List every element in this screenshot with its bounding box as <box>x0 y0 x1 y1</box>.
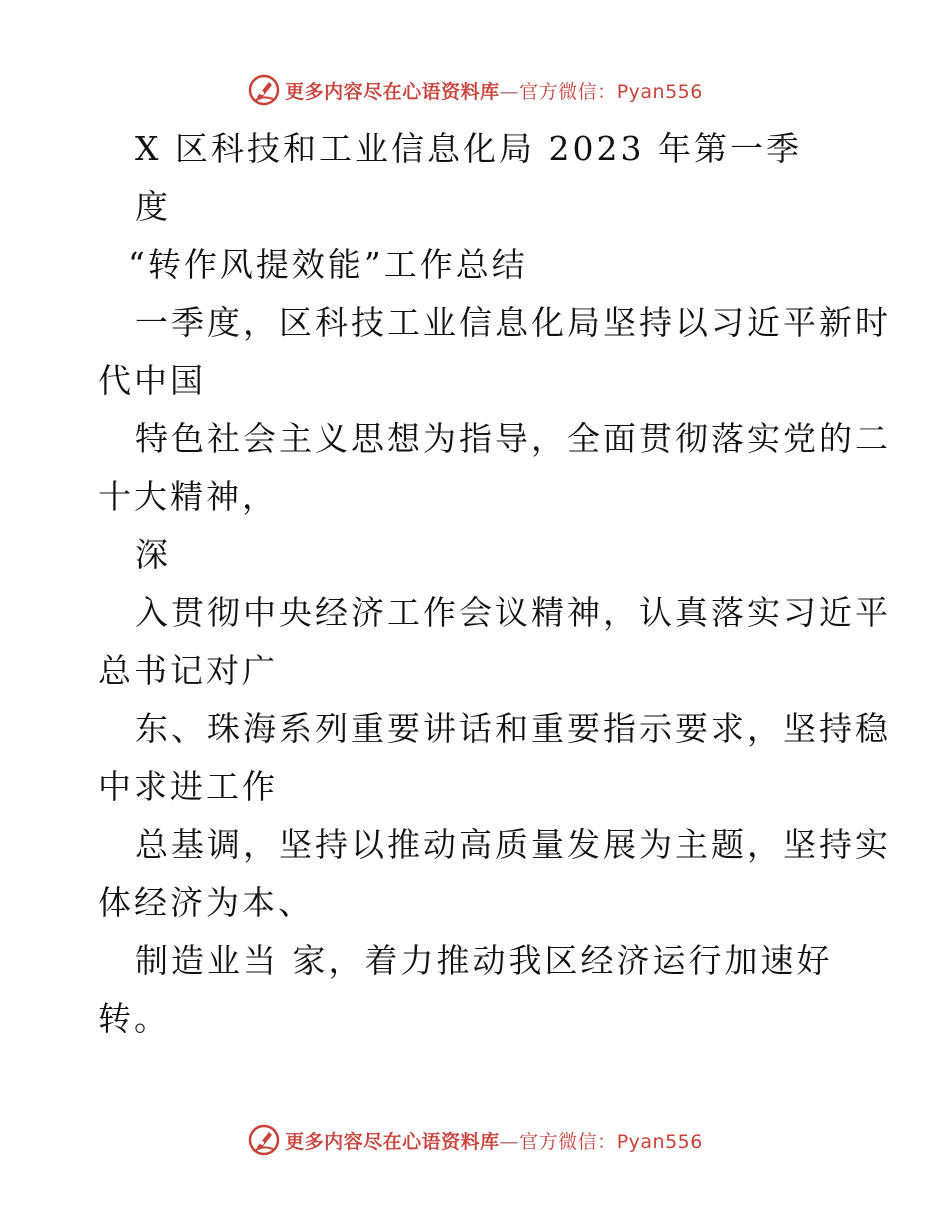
doc-line: 深 <box>135 535 171 574</box>
document-body <box>98 120 891 1048</box>
footer-watermark <box>0 1120 950 1160</box>
doc-line: 特色社会主义思想为指导，全面贯彻落实党的二 <box>135 419 891 458</box>
doc-line: 一季度，区科技工业信息化局坚持以习近平新时 <box>135 303 891 342</box>
doc-line: 代中国 <box>98 361 206 400</box>
watermark-id: Pyan556 <box>616 80 703 103</box>
watermark-main: 更多内容尽在心语资料库 <box>285 1130 500 1153</box>
doc-line: 总书记对广 <box>98 651 278 690</box>
doc-line: 东、珠海系列重要讲话和重要指示要求，坚持稳 <box>135 709 891 748</box>
watermark-text <box>285 1127 703 1154</box>
watermark-separator: — <box>499 80 520 103</box>
watermark-main: 更多内容尽在心语资料库 <box>285 80 500 103</box>
doc-line: 转。 <box>98 999 170 1038</box>
doc-line: 体经济为本、 <box>98 883 314 922</box>
watermark-label: 官方微信： <box>519 1130 617 1153</box>
watermark-separator: — <box>499 1130 520 1153</box>
header-watermark <box>0 70 950 110</box>
doc-line: 制造业当 家，着力推动我区经济运行加速好 <box>135 941 833 980</box>
pen-nib-circle-icon <box>247 1123 281 1157</box>
doc-line: “转作风提效能”工作总结 <box>128 245 528 284</box>
doc-line: 总基调，坚持以推动高质量发展为主题，坚持实 <box>135 825 891 864</box>
pen-nib-circle-icon <box>247 73 281 107</box>
watermark-id: Pyan556 <box>616 1130 703 1153</box>
doc-line: X 区科技和工业信息化局 2023 年第一季 <box>135 129 802 168</box>
doc-line: 度 <box>135 187 171 226</box>
watermark-label: 官方微信： <box>519 80 617 103</box>
doc-line: 入贯彻中央经济工作会议精神，认真落实习近平 <box>135 593 891 632</box>
doc-line: 十大精神， <box>98 477 278 516</box>
doc-line: 中求进工作 <box>98 767 278 806</box>
watermark-text <box>285 77 703 104</box>
